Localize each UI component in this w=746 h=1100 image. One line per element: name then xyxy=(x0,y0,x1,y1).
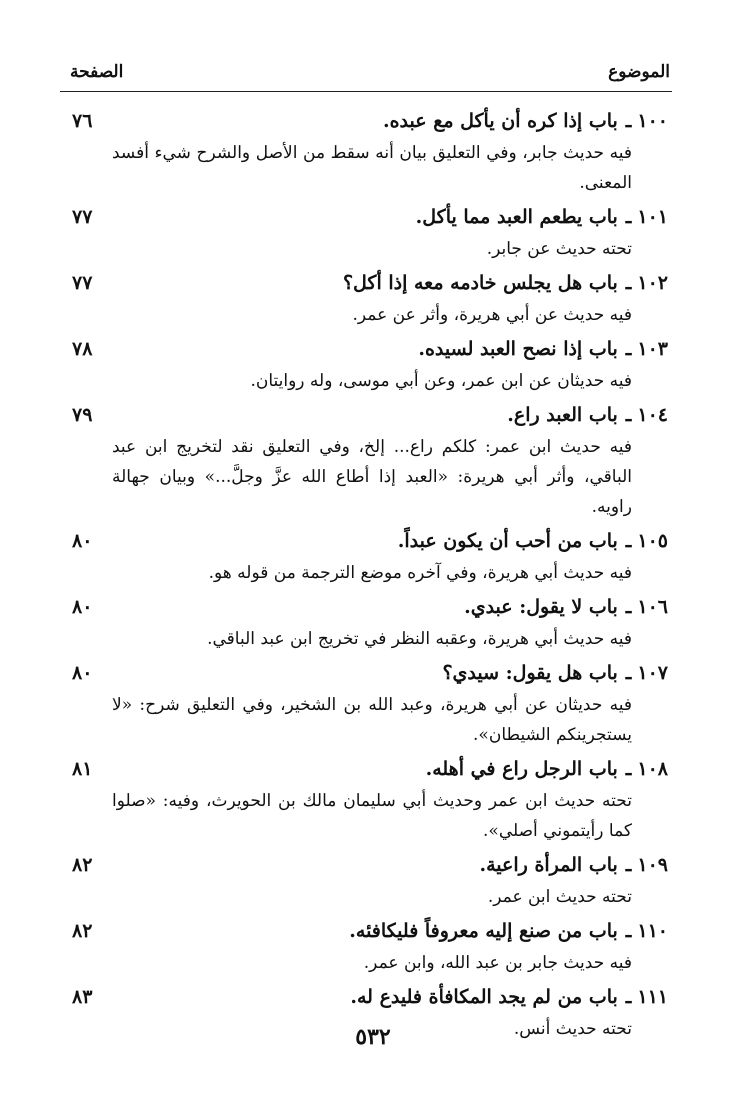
entry-number: ١٠٩ xyxy=(637,854,668,876)
toc-entry xyxy=(0,656,746,750)
entry-title-line xyxy=(0,524,746,558)
entry-title: باب هل يجلس خادمه معه إذا أكل؟ xyxy=(342,272,618,294)
entry-page-number: ٨١ xyxy=(72,758,93,780)
entry-description: فيه حديثان عن أبي هريرة، وعبد الله بن الشخير، وفي التعليق شرح: «لا يستجرينكم الشيطان». xyxy=(112,695,632,745)
page-number-footer: ٥٣٢ xyxy=(355,1024,391,1050)
entry-description: فيه حديث جابر بن عبد الله، وابن عمر. xyxy=(363,953,632,973)
entry-dash: ـ xyxy=(625,920,632,942)
toc-list xyxy=(0,104,746,1046)
entry-dash: ـ xyxy=(625,530,632,552)
entry-page-number: ٨٣ xyxy=(72,986,93,1008)
entry-page-number: ٨٠ xyxy=(72,596,93,618)
entry-description: تحته حديث ابن عمر. xyxy=(487,887,632,907)
entry-title: باب المرأة راعية. xyxy=(479,854,618,876)
entry-description: تحته حديث ابن عمر وحديث أبي سليمان مالك بن الحويرث، وفيه: «صلوا كما رأيتموني أصلي». xyxy=(112,791,632,841)
entry-title-line xyxy=(0,914,746,948)
entry-title-line xyxy=(0,266,746,300)
entry-title: باب لا يقول: عبدي. xyxy=(464,596,618,618)
entry-title-line xyxy=(0,332,746,366)
entry-page-number: ٧٦ xyxy=(72,110,93,132)
entry-description: فيه حديث أبي هريرة، وفي آخره موضع الترجمة من قوله هو. xyxy=(208,563,632,583)
entry-title: باب هل يقول: سيدي؟ xyxy=(442,662,618,684)
entry-title-line xyxy=(0,200,746,234)
entry-page-number: ٧٧ xyxy=(72,272,93,294)
entry-dash: ـ xyxy=(625,206,632,228)
entry-title-line xyxy=(0,590,746,624)
entry-title-line xyxy=(0,398,746,432)
entry-title: باب العبد راع. xyxy=(507,404,618,426)
entry-number: ١٠٥ xyxy=(637,530,668,552)
page-column-label: الصفحة xyxy=(70,62,124,82)
entry-number: ١٠٣ xyxy=(637,338,668,360)
toc-entry xyxy=(0,752,746,846)
toc-entry xyxy=(0,200,746,264)
entry-title: باب من لم يجد المكافأة فليدع له. xyxy=(350,986,618,1008)
entry-title-line xyxy=(0,980,746,1014)
entry-description: فيه حديث أبي هريرة، وعقبه النظر في تخريج ابن عبد الباقي. xyxy=(207,629,632,649)
entry-page-number: ٧٩ xyxy=(72,404,93,426)
entry-page-number: ٨٠ xyxy=(72,662,93,684)
entry-page-number: ٨٠ xyxy=(72,530,93,552)
toc-entry xyxy=(0,332,746,396)
entry-title-line xyxy=(0,656,746,690)
entry-description: فيه حديث ابن عمر: كلكم راع... إلخ، وفي التعليق نقد لتخريج ابن عبد الباقي، وأثر أبي هريرة: «العبد إذا أطاع الله عزَّ وجلَّ...» وبيان جهالة راويه. xyxy=(112,437,632,517)
toc-entry xyxy=(0,590,746,654)
entry-description: تحته حديث أنس. xyxy=(513,1019,632,1039)
entry-dash: ـ xyxy=(625,272,632,294)
entry-number: ١٠١ xyxy=(637,206,668,228)
entry-page-number: ٨٢ xyxy=(72,920,93,942)
entry-dash: ـ xyxy=(625,758,632,780)
entry-dash: ـ xyxy=(625,986,632,1008)
entry-title: باب من أحب أن يكون عبداً. xyxy=(397,530,618,552)
entry-page-number: ٧٨ xyxy=(72,338,93,360)
entry-title: باب الرجل راع في أهله. xyxy=(425,758,618,780)
topic-column-label: الموضوع xyxy=(608,62,670,82)
entry-title: باب يطعم العبد مما يأكل. xyxy=(415,206,618,228)
entry-description: تحته حديث عن جابر. xyxy=(486,239,632,259)
page-header xyxy=(64,58,670,90)
toc-entry xyxy=(0,848,746,912)
entry-number: ١٠٨ xyxy=(637,758,668,780)
entry-number: ١٠٦ xyxy=(637,596,668,618)
entry-dash: ـ xyxy=(625,404,632,426)
toc-entry xyxy=(0,524,746,588)
entry-dash: ـ xyxy=(625,110,632,132)
toc-entry xyxy=(0,398,746,522)
entry-page-number: ٧٧ xyxy=(72,206,93,228)
toc-entry xyxy=(0,914,746,978)
entry-title-line xyxy=(0,104,746,138)
toc-entry xyxy=(0,266,746,330)
entry-number: ١١٠ xyxy=(637,920,668,942)
entry-title: باب إذا نصح العبد لسيده. xyxy=(418,338,618,360)
entry-description: فيه حديث جابر، وفي التعليق بيان أنه سقط من الأصل والشرح شيء أفسد المعنى. xyxy=(112,143,632,193)
toc-entry xyxy=(0,104,746,198)
header-divider xyxy=(60,91,672,92)
entry-title: باب من صنع إليه معروفاً فليكافئه. xyxy=(349,920,618,942)
entry-title-line xyxy=(0,752,746,786)
entry-title: باب إذا كره أن يأكل مع عبده. xyxy=(382,110,618,132)
entry-description: فيه حديثان عن ابن عمر، وعن أبي موسى، وله روايتان. xyxy=(250,371,632,391)
entry-dash: ـ xyxy=(625,596,632,618)
entry-number: ١٠٤ xyxy=(637,404,668,426)
entry-number: ١٠٢ xyxy=(637,272,668,294)
entry-description: فيه حديث عن أبي هريرة، وأثر عن عمر. xyxy=(352,305,632,325)
entry-dash: ـ xyxy=(625,338,632,360)
entry-dash: ـ xyxy=(625,662,632,684)
entry-page-number: ٨٢ xyxy=(72,854,93,876)
entry-dash: ـ xyxy=(625,854,632,876)
entry-number: ١٠٠ xyxy=(637,110,668,132)
entry-title-line xyxy=(0,848,746,882)
entry-number: ١١١ xyxy=(637,986,668,1008)
entry-number: ١٠٧ xyxy=(637,662,668,684)
